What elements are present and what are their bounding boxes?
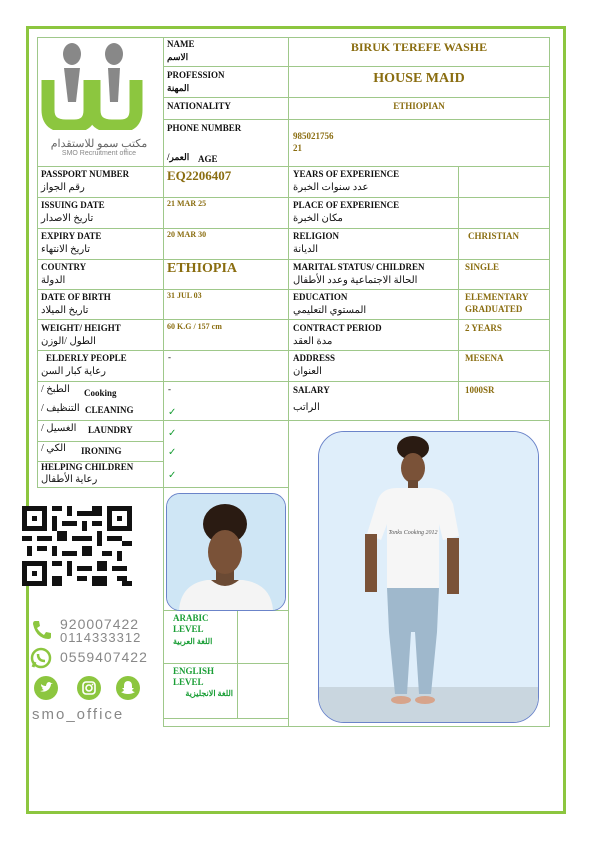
phone-value: 985021756	[293, 131, 334, 141]
marital-status-value: SINGLE	[465, 262, 500, 272]
cleaning-label-ar: التنظيف /	[41, 403, 80, 414]
religion-value: CHRISTIAN	[468, 231, 520, 241]
full-body-photo	[318, 431, 539, 723]
logo-english-name: SMO Recruitment office	[61, 150, 137, 157]
education-value: ELEMENTARY GRADUATED	[465, 292, 529, 314]
expiry-label-ar: تاريخ الانتهاء	[41, 244, 91, 255]
english-level-label-ar: اللغة الانجليزية	[185, 689, 233, 698]
profession-label: PROFESSION	[167, 70, 225, 80]
grid-line	[549, 37, 550, 727]
weight-height-value: 60 K.G / 157 cm	[167, 322, 222, 331]
portrait-photo	[166, 493, 286, 611]
grid-line	[163, 37, 164, 727]
qr-code	[22, 506, 132, 586]
ironing-check-icon: ✓	[168, 447, 177, 458]
grid-line	[163, 726, 549, 727]
grid-line	[37, 37, 549, 38]
contract-period-label-ar: مدة العقد	[293, 336, 333, 347]
grid-line	[163, 66, 549, 67]
profession-label-ar: المهنة	[167, 83, 190, 93]
grid-line	[37, 319, 549, 320]
contract-period-value: 2 YEARS	[465, 323, 502, 333]
helping-children-label-ar: رعاية الأطفال	[41, 474, 98, 485]
grid-line	[163, 119, 549, 120]
logo-mark-icon	[38, 40, 160, 130]
religion-label: RELIGION	[293, 231, 340, 241]
grid-line	[288, 37, 289, 727]
phone-label: PHONE NUMBER	[167, 123, 242, 133]
logo-arabic-name: مكتب سمو للاستقدام	[50, 138, 148, 150]
experience-place-label-ar: مكان الخبرة	[293, 213, 343, 224]
passport-label: PASSPORT NUMBER	[41, 169, 130, 179]
country-value: ETHIOPIA	[167, 261, 238, 276]
country-label: COUNTRY	[41, 262, 87, 272]
arabic-level-label: ARABIC LEVEL	[173, 613, 209, 634]
elderly-value: -	[168, 352, 171, 362]
phone-icon	[30, 618, 54, 642]
grid-line	[163, 718, 288, 719]
helping-children-label: HELPING CHILDREN	[41, 462, 134, 472]
issuing-label: ISSUING DATE	[41, 200, 105, 210]
name-label: NAME	[167, 39, 195, 49]
address-value: MESENA	[465, 353, 504, 363]
experience-place-label: PLACE OF EXPERIENCE	[293, 200, 400, 210]
age-label-ar: العمر/	[167, 152, 190, 162]
age-label: AGE	[198, 154, 218, 164]
snapchat-icon	[116, 676, 140, 700]
elderly-label-ar: رعاية كبار السن	[41, 366, 106, 377]
contact-whatsapp: 0559407422	[60, 649, 148, 665]
address-label-ar: العنوان	[293, 366, 322, 377]
grid-line	[458, 166, 459, 421]
marital-status-label-ar: الحالة الاجتماعية وعدد الأطفال	[293, 275, 418, 286]
country-label-ar: الدولة	[41, 275, 66, 286]
whatsapp-icon	[30, 647, 52, 669]
profession-value: HOUSE MAID	[373, 71, 465, 86]
education-label: EDUCATION	[293, 292, 348, 302]
address-label: ADDRESS	[293, 353, 336, 363]
grid-line	[37, 441, 163, 442]
laundry-check-icon: ✓	[168, 428, 177, 439]
age-value: 21	[293, 143, 302, 153]
children-check-icon: ✓	[168, 470, 177, 481]
grid-line	[37, 289, 549, 290]
grid-line	[37, 197, 549, 198]
dob-label: DATE OF BIRTH	[41, 292, 111, 302]
dob-value: 31 JUL 03	[167, 291, 202, 300]
cooking-label-ar: الطبخ /	[41, 384, 70, 395]
twitter-icon	[34, 676, 58, 700]
grid-line	[163, 663, 288, 664]
instagram-icon	[77, 676, 101, 700]
name-label-ar: الاسم	[167, 52, 189, 62]
experience-years-label: YEARS OF EXPERIENCE	[293, 169, 400, 179]
grid-line	[37, 381, 549, 382]
weight-height-label: WEIGHT/ HEIGHT	[41, 323, 121, 333]
issuing-value: 21 MAR 25	[167, 199, 207, 208]
laundry-label: LAUNDRY	[88, 425, 133, 435]
smo-logo	[38, 40, 160, 168]
ironing-label: IRONING	[81, 446, 122, 456]
contract-period-label: CONTRACT PERIOD	[293, 323, 382, 333]
cleaning-check-icon: ✓	[168, 407, 177, 418]
salary-label-ar: الراتب	[293, 402, 320, 413]
salary-value: 1000SR	[465, 385, 495, 395]
experience-years-label-ar: عدد سنوات الخبرة	[293, 182, 369, 193]
shirt-text: Tonks Cooking 2012	[388, 530, 438, 536]
grid-line	[37, 259, 549, 260]
dob-label-ar: تاريخ الميلاد	[41, 305, 89, 316]
weight-height-label-ar: الطول /الوزن	[41, 336, 96, 347]
social-handle: smo_office	[32, 706, 125, 723]
expiry-label: EXPIRY DATE	[41, 231, 102, 241]
english-level-label: ENGLISH LEVEL	[173, 666, 215, 687]
education-label-ar: المستوي التعليمي	[293, 305, 367, 316]
arabic-level-label-ar: اللغة العربية	[173, 637, 213, 646]
grid-line	[237, 610, 238, 718]
cleaning-label: CLEANING	[85, 405, 134, 415]
marital-status-label: MARITAL STATUS/ CHILDREN	[293, 262, 425, 272]
nationality-label: NATIONALITY	[167, 101, 231, 111]
salary-label: SALARY	[293, 385, 330, 395]
elderly-label: ELDERLY PEOPLE	[46, 353, 127, 363]
religion-label-ar: الديانة	[293, 244, 319, 255]
grid-line	[37, 228, 549, 229]
passport-value: EQ2206407	[167, 168, 232, 183]
grid-line	[163, 97, 549, 98]
cooking-label: Cooking	[84, 388, 117, 398]
grid-line	[37, 166, 549, 167]
issuing-label-ar: تاريخ الاصدار	[41, 213, 94, 224]
contact-phone-1: 920007422	[60, 616, 140, 632]
grid-line	[37, 420, 549, 421]
grid-line	[37, 37, 38, 488]
passport-label-ar: رقم الجواز	[41, 182, 85, 193]
nationality-value: ETHIOPIAN	[393, 101, 445, 111]
contact-phone-2: 0114333312	[60, 630, 142, 645]
laundry-label-ar: الغسيل /	[41, 423, 77, 434]
expiry-value: 20 MAR 30	[167, 230, 207, 239]
ironing-label-ar: الكي /	[41, 443, 66, 454]
name-value: BIRUK TEREFE WASHE	[350, 40, 488, 54]
grid-line	[37, 350, 549, 351]
cooking-value: -	[168, 384, 171, 394]
